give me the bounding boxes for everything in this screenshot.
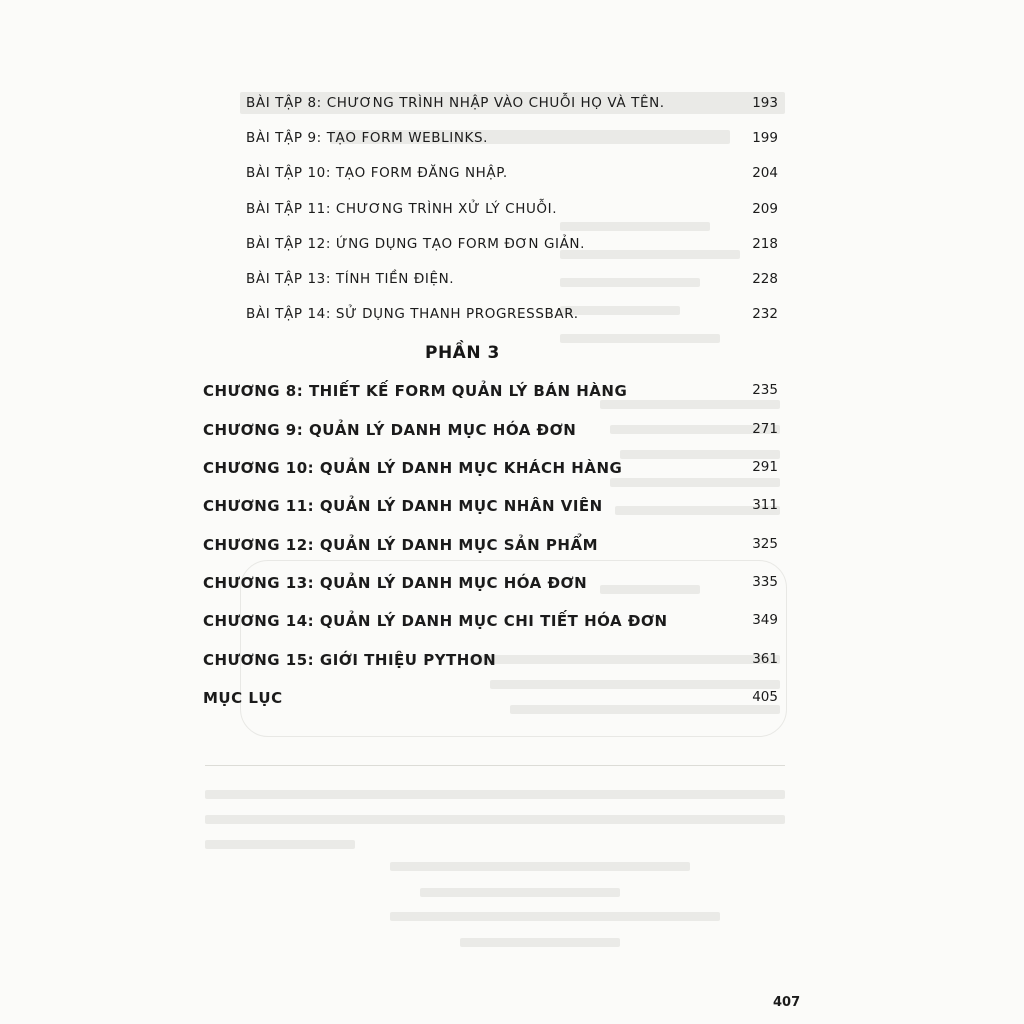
toc-entry-page: 325 bbox=[752, 536, 778, 552]
toc-entry-page: 349 bbox=[752, 612, 778, 628]
toc-entry-label: BÀI TẬP 10: TẠO FORM ĐĂNG NHẬP. bbox=[246, 165, 508, 181]
toc-entry-page: 311 bbox=[752, 497, 778, 513]
toc-entry-page: 405 bbox=[752, 689, 778, 705]
page-number: 407 bbox=[773, 995, 801, 1010]
toc-entry-label: CHƯƠNG 11: QUẢN LÝ DANH MỤC NHÂN VIÊN bbox=[203, 497, 603, 515]
toc-entry-label: CHƯƠNG 13: QUẢN LÝ DANH MỤC HÓA ĐƠN bbox=[203, 574, 588, 592]
toc-entry-label: CHƯƠNG 15: GIỚI THIỆU PYTHON bbox=[203, 651, 497, 669]
toc-entry-page: 193 bbox=[752, 95, 778, 111]
toc-entry-page: 361 bbox=[752, 651, 778, 667]
toc-entry-label: BÀI TẬP 8: CHƯƠNG TRÌNH NHẬP VÀO CHUỖI HỌ VÀ TÊN. bbox=[246, 95, 665, 111]
toc-entry-label: CHƯƠNG 14: QUẢN LÝ DANH MỤC CHI TIẾT HÓA ĐƠN bbox=[203, 612, 668, 630]
toc-entry-label: CHƯƠNG 12: QUẢN LÝ DANH MỤC SẢN PHẨM bbox=[203, 536, 598, 554]
toc-entry-page: 232 bbox=[752, 306, 778, 322]
toc-entry-label: BÀI TẬP 11: CHƯƠNG TRÌNH XỬ LÝ CHUỖI. bbox=[246, 201, 558, 217]
toc-entry-page: 209 bbox=[752, 201, 778, 217]
toc-entry-page: 218 bbox=[752, 236, 778, 252]
toc-entry-page: 204 bbox=[752, 165, 778, 181]
toc-entry-label: BÀI TẬP 12: ỨNG DỤNG TẠO FORM ĐƠN GIẢN. bbox=[246, 236, 586, 252]
toc-entry-label: BÀI TẬP 9: TẠO FORM WEBLINKS. bbox=[246, 130, 489, 146]
toc-entry-label: MỤC LỤC bbox=[203, 689, 283, 707]
toc-entry-label: CHƯƠNG 10: QUẢN LÝ DANH MỤC KHÁCH HÀNG bbox=[203, 459, 623, 477]
toc-entry-page: 271 bbox=[752, 421, 778, 437]
toc-entry-label: BÀI TẬP 13: TÍNH TIỀN ĐIỆN. bbox=[246, 271, 455, 287]
toc-entry-page: 335 bbox=[752, 574, 778, 590]
toc-entry-label: CHƯƠNG 8: THIẾT KẾ FORM QUẢN LÝ BÁN HÀNG bbox=[203, 382, 628, 400]
toc-entry-page: 228 bbox=[752, 271, 778, 287]
toc-entry-label: BÀI TẬP 14: SỬ DỤNG THANH PROGRESSBAR. bbox=[246, 306, 579, 322]
toc-entry-page: 291 bbox=[752, 459, 778, 475]
toc-entry-page: 199 bbox=[752, 130, 778, 146]
toc-entry-page: 235 bbox=[752, 382, 778, 398]
toc-entry-label: CHƯƠNG 9: QUẢN LÝ DANH MỤC HÓA ĐƠN bbox=[203, 421, 577, 439]
part-heading: PHẦN 3 bbox=[425, 343, 500, 363]
